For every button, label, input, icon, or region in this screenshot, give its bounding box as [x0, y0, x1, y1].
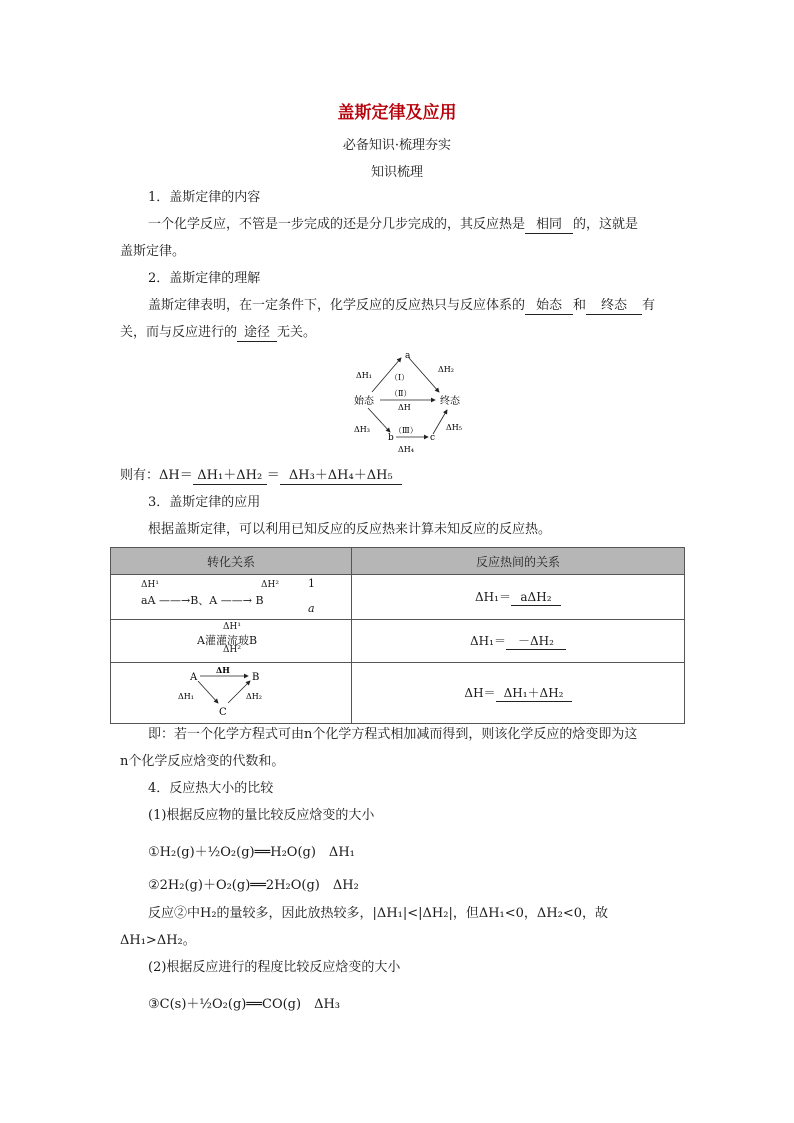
row1-conversion: ΔH¹ ΔH² aA ——→B、A ——→ B 1 a — [111, 575, 352, 620]
label-r2: （Ⅱ） — [390, 389, 412, 398]
svg-text:ΔH₂: ΔH₂ — [246, 692, 262, 701]
col-header-conversion: 转化关系 — [111, 548, 352, 575]
blank-same: 相同 — [525, 217, 573, 234]
equation-2: ②2H₂(g)＋O₂(g)══2H₂O(g) ΔH₂ — [148, 878, 359, 893]
row3-conversion — [111, 663, 352, 724]
sub-heading-4-1: (1)根据反应物的量比较反应焓变的大小 — [148, 808, 375, 823]
label-dH: ΔH — [398, 403, 411, 412]
para-1-line-1: 一个化学反应，不管是一步完成的还是分几步完成的，其反应热是 相同 的，这就是 — [148, 217, 639, 232]
node-end: 终态 — [440, 396, 460, 407]
heading-4: 4．反应热大小的比较 — [148, 781, 274, 796]
note-line-1: 即：若一个化学方程式可由n个化学方程式相加减而得到，则该化学反应的焓变即为这 — [148, 727, 638, 742]
explanation-line-2: ΔH₁>ΔH₂。 — [120, 933, 196, 948]
row1-relation: ΔH₁＝ aΔH₂ — [352, 575, 685, 620]
heading-3: 3．盖斯定律的应用 — [148, 495, 261, 510]
table-row — [111, 620, 685, 663]
sub-heading-4-2: (2)根据反应进行的程度比较反应焓变的大小 — [148, 960, 401, 975]
node-a: a — [405, 351, 411, 361]
label-dH5: ΔH₅ — [446, 423, 462, 432]
equation-3: ③C(s)＋½O₂(g)══CO(g) ΔH₃ — [148, 997, 341, 1012]
svg-text:A: A — [190, 672, 198, 683]
col-header-relation: 反应热间的关系 — [352, 548, 685, 575]
label-r3: （Ⅲ） — [394, 426, 418, 435]
node-c: c — [430, 433, 436, 443]
para-1-line-2: 盖斯定律。 — [120, 244, 186, 259]
para-2-line-2: 关，而与反应进行的 途径 无关。 — [120, 325, 317, 340]
svg-text:ΔH₁: ΔH₁ — [178, 692, 194, 701]
table-row — [111, 663, 685, 724]
svg-text:ΔH: ΔH — [216, 665, 230, 675]
heading-2: 2．盖斯定律的理解 — [148, 271, 261, 286]
node-b: b — [388, 433, 394, 443]
svg-text:C: C — [219, 707, 227, 718]
label-dH3: ΔH₃ — [354, 425, 370, 434]
para-3-intro: 根据盖斯定律，可以利用已知反应的反应热来计算未知反应的反应热。 — [148, 522, 552, 537]
label-dH4: ΔH₄ — [398, 445, 414, 454]
node-start: 始态 — [354, 396, 374, 407]
section-subtitle: 必备知识·梳理夯实 — [342, 138, 452, 153]
section-subtitle-2: 知识梳理 — [370, 165, 423, 180]
para-2-line-1: 盖斯定律表明，在一定条件下，化学反应的反应热只与反应体系的 始态 和 终态 有 — [148, 298, 656, 313]
svg-text:B: B — [252, 672, 260, 683]
label-r1: （Ⅰ） — [390, 373, 410, 382]
result-line: 则有：ΔH＝ ΔH₁＋ΔH₂ ＝ ΔH₃＋ΔH₄＋ΔH₅ — [120, 466, 402, 486]
hess-application-table — [110, 547, 685, 724]
equation-1: ①H₂(g)＋½O₂(g)══H₂O(g) ΔH₁ — [148, 845, 355, 860]
hess-cycle-diagram — [350, 348, 480, 460]
label-dH2: ΔH₂ — [438, 365, 454, 374]
page-title: 盖斯定律及应用 — [337, 103, 457, 123]
row2-relation: ΔH₁＝ －ΔH₂ — [352, 620, 685, 663]
explanation-line-1: 反应②中H₂的量较多，因此放热较多，|ΔH₁|<|ΔH₂|，但ΔH₁<0，ΔH₂<0，故 — [148, 906, 609, 921]
label-dH1: ΔH₁ — [356, 371, 372, 380]
row2-conversion: ΔH¹ A灌灌流玻B ΔH² — [111, 620, 352, 663]
heading-1: 1．盖斯定律的内容 — [148, 190, 261, 205]
note-line-2: n个化学反应焓变的代数和。 — [120, 754, 285, 769]
table-row — [111, 575, 685, 620]
row3-relation: ΔH＝ ΔH₁＋ΔH₂ — [352, 663, 685, 724]
